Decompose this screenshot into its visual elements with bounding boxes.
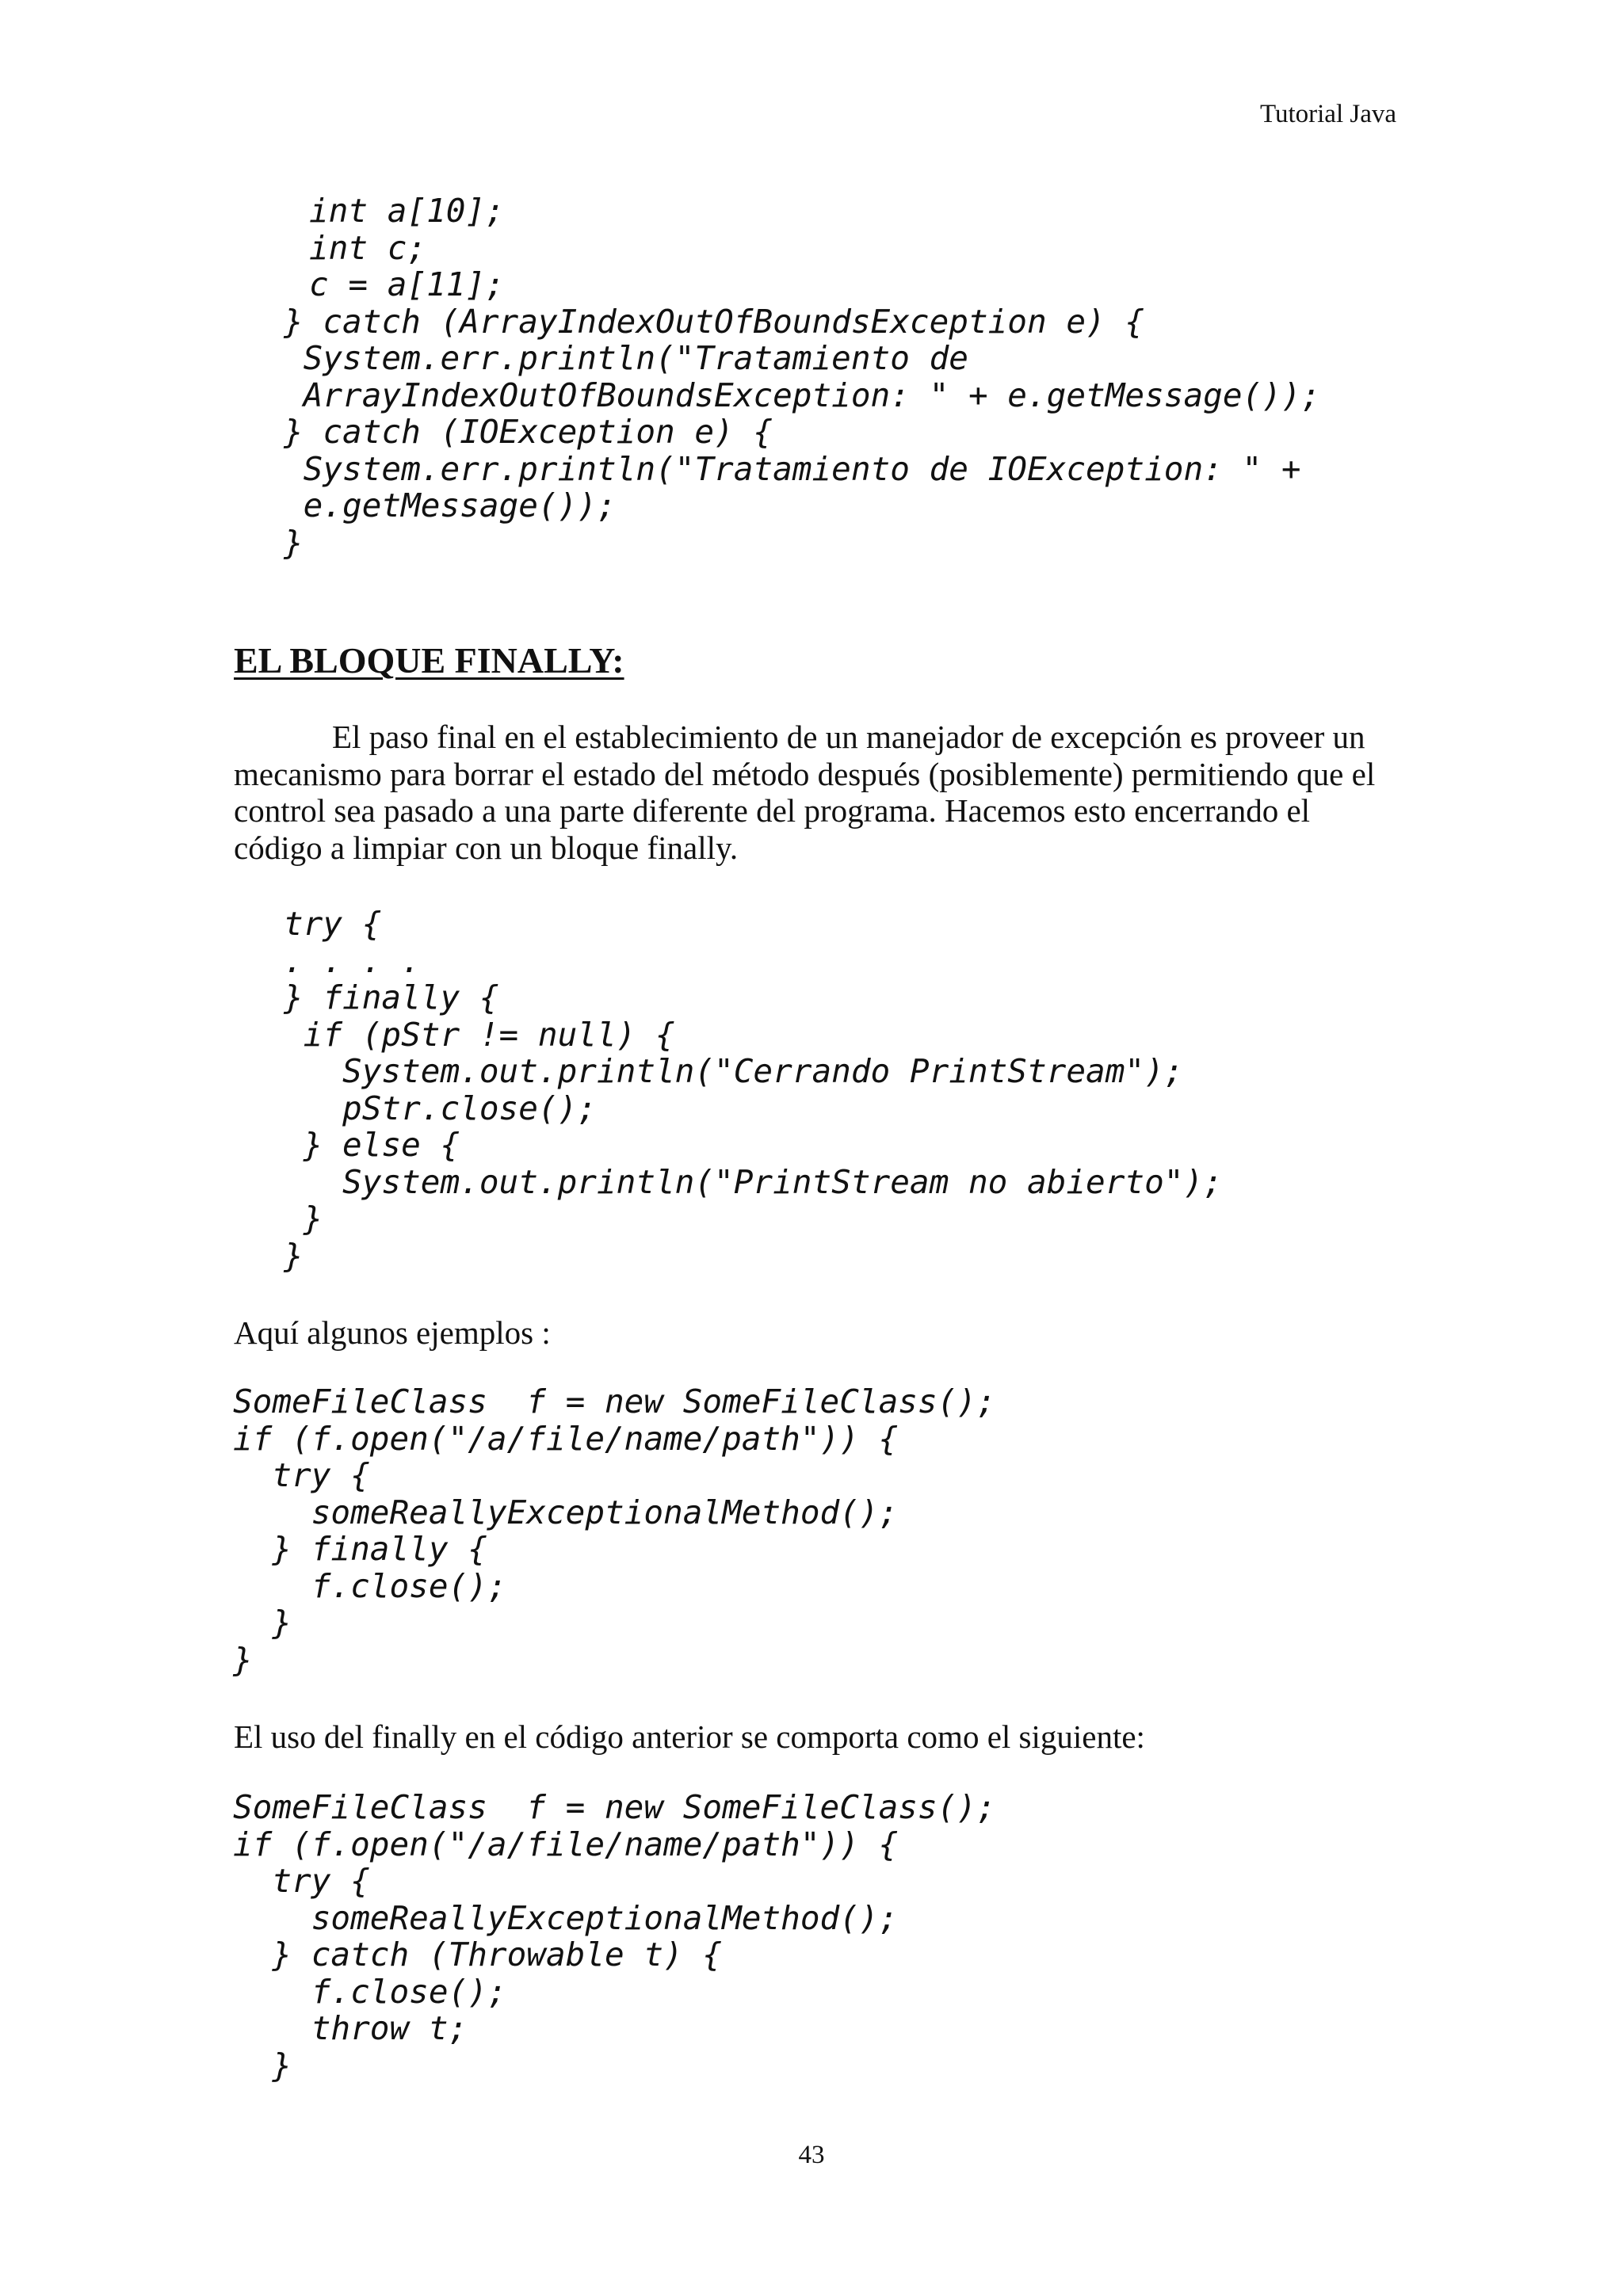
code-line: e.getMessage());	[284, 486, 617, 524]
code-line: f.close();	[233, 1566, 507, 1605]
code-line: } else {	[284, 1126, 460, 1164]
examples-intro: Aquí algunos ejemplos :	[234, 1314, 551, 1351]
code-line: ArrayIndexOutOfBoundsException: " + e.getMessage());	[284, 376, 1321, 414]
code-line: pStr.close();	[284, 1089, 597, 1127]
code-line: }	[233, 1604, 292, 1642]
code-line: if (pStr != null) {	[284, 1015, 675, 1054]
code-block-example-finally	[233, 1383, 996, 1678]
code-line: } finally {	[284, 978, 499, 1016]
code-line: }	[233, 2046, 292, 2084]
code-line: } finally {	[233, 1530, 487, 1568]
paragraph-line: control sea pasado a una parte diferente del programa. Hacemos esto encerrando el	[234, 792, 1311, 830]
page-number: 43	[798, 2141, 825, 2169]
section-paragraph	[234, 719, 1392, 867]
code-line: someReallyExceptionalMethod();	[233, 1898, 899, 1937]
code-line: int a[10];	[309, 192, 505, 230]
code-line: f.close();	[233, 1972, 507, 2011]
code-line: try {	[233, 1862, 370, 1900]
code-line: throw t;	[233, 2009, 468, 2047]
code-line: } catch (ArrayIndexOutOfBoundsException e) {	[284, 302, 1145, 341]
running-header: Tutorial Java	[1259, 100, 1396, 128]
code-block-catch	[284, 192, 1321, 562]
code-line: int c;	[309, 228, 427, 267]
code-line: System.out.println("Cerrando PrintStream");	[284, 1052, 1184, 1090]
code-line: . . . .	[284, 941, 421, 980]
paragraph-line: código a limpiar con un bloque finally.	[234, 830, 739, 867]
code-line: } catch (IOException e) {	[284, 413, 773, 451]
finally-equivalence-text: El uso del finally en el código anterior se comporta como el siguiente:	[234, 1718, 1145, 1755]
code-line: try {	[284, 905, 382, 943]
code-line: }	[233, 1640, 253, 1679]
code-block-finally	[284, 906, 1223, 1274]
code-line: if (f.open("/a/file/name/path")) {	[233, 1825, 899, 1863]
code-line: }	[284, 1236, 304, 1275]
code-block-example-catch	[233, 1789, 996, 2084]
code-line: System.out.println("PrintStream no abierto");	[284, 1162, 1223, 1201]
code-line: someReallyExceptionalMethod();	[233, 1493, 899, 1531]
code-line: } catch (Throwable t) {	[233, 1936, 723, 1974]
section-heading: EL BLOQUE FINALLY:	[234, 640, 624, 681]
code-line: SomeFileClass f = new SomeFileClass();	[233, 1383, 996, 1421]
code-line: System.err.println("Tratamiento de IOException: " +	[284, 449, 1301, 488]
code-line: }	[284, 1199, 323, 1238]
code-line: }	[284, 523, 304, 562]
code-line: try {	[233, 1456, 370, 1494]
code-line: SomeFileClass f = new SomeFileClass();	[233, 1788, 996, 1826]
paragraph-line: mecanismo para borrar el estado del método después (posiblemente) permitiendo que el	[234, 755, 1376, 792]
paragraph-line: El paso final en el establecimiento de un manejador de excepción es proveer un	[332, 719, 1365, 755]
code-line: c = a[11];	[309, 265, 505, 303]
code-line: if (f.open("/a/file/name/path")) {	[233, 1419, 899, 1458]
code-line: System.err.println("Tratamiento de	[284, 339, 968, 377]
